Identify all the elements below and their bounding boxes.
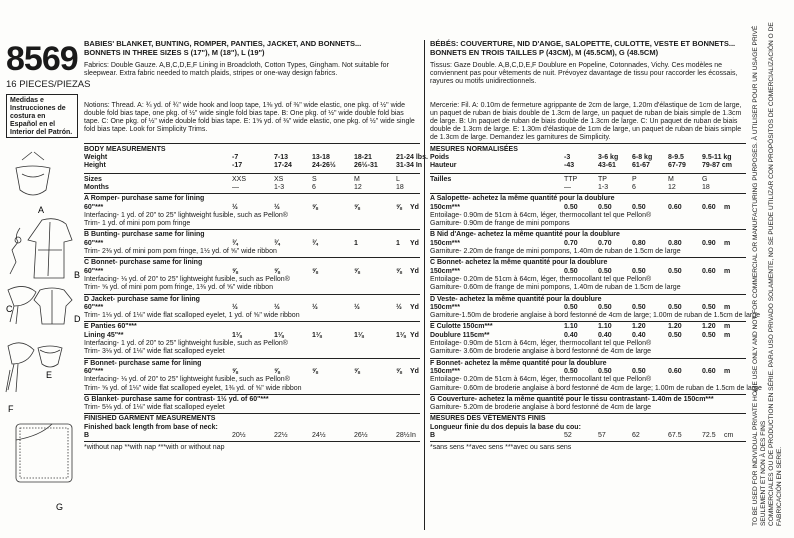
notions-english: Notions: Thread. A: ¾ yd. of ¾" wide hook and loop tape, 1⅜ yd. of ⅜" wide elastic, one pkg. of ½" wide double fold bias tape, one pkg. of ½" wide single fold bias tape. B: One pkg. of ½" wide double fold bias tape. C: One pkg. of ½" wide double fold bias tape. E: 1⅝ yd. of ⅜" wide elastic, one pkg. of ½" wide single fold bias tape. Look for Simplicity Trims. [84,102,415,133]
unit-label: m [724,239,731,247]
yardage-value: 1⅛ [232,331,242,339]
legal-notice-line2: COMMERCIALES OU DE PRODUCTION EN SÉRIE. PARA USO PRIVADO SOLAMENTE, NO SE PUEDE UTILIZAR CON PROPÓSITOS DE COMERCIALIZACIÓN O DE FABRICACIÓN EN SERIE. [768,22,783,526]
finished-value: 57 [598,432,606,439]
month-value: 1-3 [274,183,285,191]
yardage-value: ½ [232,303,238,311]
size-value: XS [274,175,284,183]
size-value: M [354,175,360,183]
bm-value: -17 [232,162,243,170]
yardage-value: 0.50 [702,303,716,311]
english-panel [84,39,428,532]
yardage-value: 1⅛ [312,331,322,339]
unit-label: Yd [410,303,419,311]
finished-row-label: B [430,432,436,439]
finished-value: 20½ [232,432,246,439]
bm-row-label: Weight [84,154,108,161]
bm-row-label: Poids [430,154,450,161]
yardage-value: 1⅛ [274,331,284,339]
bm-value: 13-18 [312,154,330,161]
finished-value: 28½ [396,432,410,439]
section-line: Lining 45"** [84,331,124,339]
yardage-value: 0.50 [632,203,646,211]
view-b-drawing [10,219,72,278]
yardage-value: 0.50 [668,267,682,275]
section-title: D Veste- achetez la même quantité pour la doublure [430,295,602,303]
yardage-value: ½ [312,303,318,311]
yardage-value: 1 [354,239,358,247]
pattern-number: 8569 [6,40,78,78]
section-line: 60"*** [84,203,104,211]
section-title: C Bonnet- achetez la même quantité pour la doublure [430,259,608,267]
section-line: Trim- 2⅜ yd. of mini pom pom fringe, 1½ yd. of ⅝" wide ribbon [84,248,277,255]
unit-label: m [724,331,731,339]
footnote: *without nap **with nap ***with or without nap [84,444,225,452]
bm-value: 7-13 [274,154,289,161]
section-line: Interfacing- 1 yd. of 20" to 25" lightweight fusible, such as Pellon® [84,340,288,347]
title-english: BABIES' BLANKET, BUNTING, ROMPER, PANTIES, JACKET, AND BONNETS... [84,39,362,48]
section-title: G Blanket- purchase same for contrast- 1½ yd. of 60"*** [84,395,269,403]
section-line: Trim- ⅝ yd. of mini pom pom fringe, 1⅜ yd. of ⅝" wide ribbon [84,284,273,292]
section-line: 150cm*** [430,267,460,275]
month-value: 6 [312,183,316,191]
bm-value: 67-79 [668,162,686,170]
size-value: L [396,175,400,183]
section-line: 60"*** [84,303,104,311]
month-value: 18 [702,183,710,191]
spanish-note: Medidas e Instrucciones de costura en Español en el Interior del Patrón. [6,94,78,138]
section-title: B Bunting- purchase same for lining [84,231,205,239]
size-value: G [702,175,708,183]
yardage-value: 0.60 [668,367,682,375]
view-label-d: D [74,314,81,324]
section-line: Interfacing- 1 yd. of 20" to 25" lightweight fusible, such as Pellon® [84,211,288,219]
yardage-value: ⅝ [274,267,280,275]
yardage-value: 0.50 [632,303,646,311]
finished-value: 52 [564,432,572,439]
section-line: Garniture-1.50m de broderie anglaise à bord festonné de 4cm de large; 1.00m de ruban de 1.5cm de large [430,312,760,320]
yardage-table-french [430,154,762,532]
yardage-value: 0.40 [632,331,646,339]
yardage-value: ⅝ [274,367,280,375]
size-value: P [632,175,637,183]
view-a-drawing [16,152,50,195]
size-value: M [668,175,674,183]
yardage-value: 1 [396,239,400,247]
section-line: 60"*** [84,239,104,247]
month-value: 6 [632,183,636,191]
yardage-value: 0.50 [564,367,578,375]
yardage-value: 0.50 [668,331,682,339]
yardage-value: 1.10 [598,323,612,331]
section-line: Garniture- 3.60m de broderie anglaise à bord festonné de 4cm de large [430,348,652,356]
unit-label: Yd [410,331,419,339]
yardage-value: 1.20 [668,323,682,331]
unit-label: Yd [410,267,419,275]
section-line: 60"*** [84,367,104,375]
yardage-value: ⅝ [232,267,238,275]
pieces-count: 16 PIECES/PIEZAS [6,79,91,90]
yardage-value: 0.50 [598,367,612,375]
yardage-value: ⅝ [396,267,402,275]
bm-value: 18-21 [354,154,372,161]
unit-label: m [724,303,731,311]
section-line: Garniture- 2.20m de frange de mini pompons, 1.40m de ruban de 1.5cm de large [430,248,681,255]
yardage-value: 0.60 [668,203,682,211]
view-label-g: G [56,502,64,512]
section-title: F Bonnet- purchase same for lining [84,359,202,367]
size-value: XXS [232,175,247,183]
sizes-label: Sizes [84,175,102,183]
section-line: Doublure 115cm** [430,331,490,339]
yardage-value: 0.60 [702,203,716,211]
yardage-value: 1.10 [564,323,578,331]
month-value: 18 [396,183,404,191]
section-title: A Romper- purchase same for lining [84,195,205,203]
finished-value: 24½ [312,432,326,439]
yardage-value: ½ [274,203,280,211]
yardage-value: ⅝ [354,367,360,375]
yardage-value: 0.50 [668,303,682,311]
section-line: Entoilage- 0.20m de 51cm à 64cm, léger, thermocollant tel que Pellon® [430,275,652,283]
yardage-value: 0.50 [564,303,578,311]
bm-row-label: Hauteur [430,162,457,170]
view-d-drawing [34,288,72,324]
finished-value: 67.5 [668,432,682,439]
section-line: Entoilage- 0.20m de 51cm à 64cm, léger, thermocollant tel que Pellon® [430,376,652,384]
section-line: 150cm*** [430,203,460,211]
notions-french: Mercerie: Fil. A: 0.10m de fermeture agrippante de 2cm de large, 1.20m d'élastique de 1cm de large, un paquet de ruban de biais double de 1.3cm de large, un paquet de ruban de biais simple de 1.3cm de large. B: Un paquet de ruban de biais double de 1.3cm de large. C: Un paquet de ruban de biais double de 1.3cm de large. E: 1.30m d'élastique de 1cm de large, un paquet de ruban de biais simple de 1.3cm de large. Demandez les garnitures de Simplicity. [430,102,742,141]
yardage-value: 0.70 [598,239,612,247]
bm-value: -3 [564,154,571,161]
finished-measurements-sub: Finished back length from base of neck: [84,423,218,431]
month-value: 12 [668,183,676,191]
yardage-value: ½ [354,303,360,311]
unit-label: m [724,267,731,275]
month-value: 1-3 [598,183,609,191]
yardage-value: 0.50 [598,267,612,275]
yardage-value: ½ [396,303,402,311]
size-value: TP [598,175,607,183]
subtitle-english: BONNETS IN THREE SIZES S (17"), M (18"), L (19") [84,48,265,57]
view-label-f: F [8,404,14,414]
section-line: Entoilage- 0.90m de 51cm à 64cm, léger, thermocollant tel que Pellon® [430,211,652,219]
yardage-value: ½ [274,303,280,311]
section-line: Trim- 1 yd. of mini pom pom fringe [84,220,191,228]
yardage-value: ⅝ [312,203,318,211]
section-line: Trim- 5⅛ yd. of 1⅛" wide flat scalloped eyelet [84,404,225,412]
yardage-value: ⅝ [232,367,238,375]
yardage-value: 0.50 [702,331,716,339]
view-label-c: C [6,304,13,314]
month-value: 12 [354,183,362,191]
section-line: 150cm*** [430,239,460,247]
size-value: S [312,175,317,183]
finished-value: 22½ [274,432,288,439]
unit-label: Yd [410,203,419,211]
finished-measurements-sub: Longueur finie du dos depuis la base du cou: [430,423,581,431]
finished-row-label: B [84,432,90,439]
section-line: Interfacing- ⅛ yd. of 20" to 25" lightweight fusible, such as Pellon® [84,275,290,283]
section-line: Garniture- 0.90m de frange de mini pompons [430,220,570,228]
section-line: Trim- 3⅛ yd. of 1⅛" wide flat scalloped eyelet [84,348,225,356]
yardage-value: 1.20 [632,323,646,331]
yardage-value: 0.80 [668,239,682,247]
month-value: — [564,183,571,191]
section-title: B Nid d'Ange- achetez la même quantité pour la doublure [430,231,620,239]
yardage-value: ¾ [232,239,238,247]
bm-value: 31-34 In [396,162,423,170]
sizes-label: Tailles [430,175,452,183]
bm-value: 43-61 [598,162,616,170]
section-title: D Jacket- purchase same for lining [84,295,200,303]
unit-label: cm [724,432,734,439]
section-title: F Bonnet- achetez la même quantité pour la doublure [430,359,607,367]
yardage-value: ¾ [274,239,280,247]
unit-label: Yd [410,239,419,247]
section-line: Garniture- 0.60m de frange de mini pompons, 1.40m de ruban de 1.5cm de large [430,284,681,292]
yardage-value: 0.50 [598,203,612,211]
unit-label: In [410,432,416,439]
bm-value: -43 [564,162,575,170]
section-line: Interfacing- ⅛ yd. of 20" to 25" lightweight fusible, such as Pellon® [84,376,290,384]
finished-value: 62 [632,432,640,439]
fabrics-english: Fabrics: Double Gauze. A,B,C,D,E,F Lining in Broadcloth, Cotton Types, Gingham. Not suitable for sleepwear. Extra fabric needed to match plaids, stripes or one-way design fabrics. [84,62,389,77]
bm-row-label: Height [84,162,106,170]
bm-value: 9.5-11 kg [702,154,732,161]
yardage-value: 0.50 [564,267,578,275]
view-g-drawing [16,424,72,482]
yardage-value: ⅝ [312,267,318,275]
yardage-value: 0.40 [598,331,612,339]
yardage-value: ¾ [312,239,318,247]
unit-label: m [724,203,731,211]
section-line: Entoilage- 0.90m de 51cm à 64cm, léger, thermocollant tel que Pellon® [430,340,652,347]
bm-value: 6-8 kg [632,154,653,161]
bm-value: 3-6 kg [598,154,619,161]
finished-value: 72.5 [702,432,716,439]
months-label: Months [84,183,109,191]
yardage-value: 1⅛ [354,331,364,339]
month-value: — [232,183,239,191]
footnote: *sans sens **avec sens ***avec ou sans sens [430,444,572,452]
bm-value: -7 [232,154,239,161]
section-line: 60"*** [84,267,104,275]
bm-value: 17-24 [274,162,292,170]
mesures-header: MESURES NORMALISÉES [430,146,518,153]
section-title: A Salopette- achetez la même quantité pour la doublure [430,195,615,203]
yardage-table-english [84,154,428,532]
yardage-value: 0.50 [632,367,646,375]
section-line: 150cm*** [430,303,460,311]
section-line: Trim- 1⅛ yd. of 1⅛" wide flat scalloped eyelet, 1 yd. of ⅝" wide ribbon [84,312,300,320]
yardage-value: 1⅛ [396,331,406,339]
bm-value: 61-67 [632,162,650,170]
yardage-value: ⅝ [396,367,402,375]
subtitle-french: BONNETS EN TROIS TAILLES P (43CM), M (45.5CM), G (48.5CM) [430,48,659,57]
yardage-value: ⅝ [312,367,318,375]
section-title: C Bonnet- purchase same for lining [84,259,203,267]
yardage-value: 1.20 [702,323,716,331]
finished-value: 26½ [354,432,368,439]
unit-label: Yd [410,367,419,375]
title-french: BÉBÉS: COUVERTURE, NID D'ANGE, SALOPETTE, CULOTTE, VESTE ET BONNETS... [430,39,736,48]
section-title: E Panties 60"*** [84,323,137,331]
yardage-value: 0.60 [702,367,716,375]
bm-value: 79-87 cm [702,162,732,170]
view-label-b: B [74,270,81,280]
bm-value: 8-9.5 [668,154,684,161]
yardage-value: ⅝ [354,203,360,211]
yardage-value: ⅝ [396,203,402,211]
legal-notice-line1: TO BE USED FOR INDIVIDUAL PRIVATE HOME USE ONLY AND NOT FOR COMMERCIAL OR MANUFACTURING PURPOSES. À UTILISER POUR UN USAGE PRIVÉ SEULEMENT ET NON À DES FINS [752,25,767,526]
view-label-a: A [38,205,45,215]
view-e-drawing [38,346,62,367]
yardage-value: 0.50 [564,203,578,211]
section-line: Garniture- 5.20m de broderie anglaise à bord festonné de 4cm de large [430,404,652,412]
yardage-value: 0.60 [702,267,716,275]
section-line: Trim- ⅝ yd. of 1⅛" wide flat scalloped eyelet, 1⅜ yd. of ⅝" wide ribbon [84,384,302,392]
yardage-value: ⅝ [354,267,360,275]
yardage-value: ½ [232,203,238,211]
finished-measurements-header: FINISHED GARMENT MEASUREMENTS [84,415,216,423]
yardage-value: 0.40 [564,331,578,339]
yardage-value: 0.80 [632,239,646,247]
section-title: G Couverture- achetez la même quantité pour le tissu contrastant- 1.40m de 150cm*** [430,395,714,403]
section-line: 150cm*** [430,367,460,375]
unit-label: m [724,367,731,375]
section-line: Garniture- 0.60m de broderie anglaise à bord festonné de 4cm de large; 1.00m de ruban de 1.5cm de large [430,384,762,392]
view-f-drawing [6,343,34,392]
yardage-value: 0.90 [702,239,716,247]
yardage-value: 0.50 [598,303,612,311]
line-drawings [0,150,82,520]
unit-label: m [724,323,731,331]
size-value: TTP [564,175,578,183]
bm-value: 26½-31 [354,162,378,170]
fabrics-french: Tissus: Gaze Double. A,B,C,D,E,F Doublure en Popeline, Cotonnades, Vichy. Ces modèles ne conviennent pas pour vêtements de nuit. Prévoyez davantage de tissu pour raccorder les écossais, rayures ou motifs unidirectionnels. [430,62,738,85]
bm-value: 21-24 lbs. [396,154,428,161]
section-line: E Culotte 150cm*** [430,323,493,331]
view-label-e: E [46,370,53,380]
yardage-value: 0.70 [564,239,578,247]
finished-measurements-header: MESURES DES VÊTEMENTS FINIS [430,415,546,423]
yardage-value: 0.50 [632,267,646,275]
body-measurements-header: BODY MEASUREMENTS [84,146,166,153]
bm-value: 24-26½ [312,162,336,170]
